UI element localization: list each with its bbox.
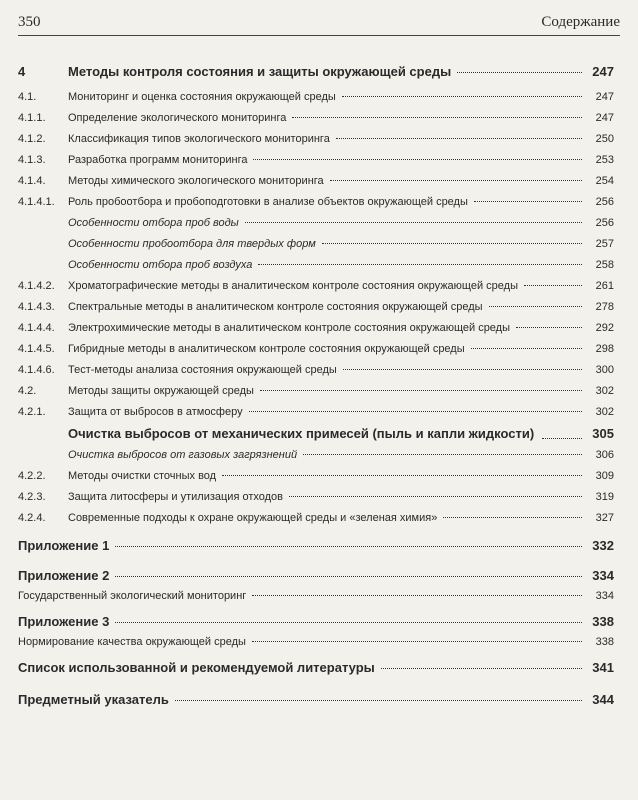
appendix-2-entry[interactable] [18, 569, 614, 583]
entry-title: Защита литосферы и утилизация отходов [68, 491, 283, 503]
entry-page: 306 [595, 449, 614, 461]
entry-title: Приложение 2 [18, 568, 110, 583]
leader-dots [330, 180, 582, 181]
leader-dots [222, 475, 582, 476]
leader-dots [336, 138, 582, 139]
entry-title: Методы защиты окружающей среды [68, 385, 254, 397]
entry-page: 309 [595, 470, 614, 482]
entry-number: 4.1.4.4. [18, 322, 55, 334]
entry-page: 344 [592, 692, 614, 707]
toc-entry[interactable] [18, 174, 614, 188]
leader-dots [292, 117, 582, 118]
entry-title: Хроматографические методы в аналитическом контроле состояния окружающей среды [68, 280, 518, 292]
toc-entry[interactable] [18, 384, 614, 398]
toc-entry[interactable] [18, 321, 614, 335]
entry-page: 256 [595, 217, 614, 229]
leader-dots [489, 306, 582, 307]
leader-dots [258, 264, 582, 265]
entry-title: Нормирование качества окружающей среды [18, 636, 246, 648]
toc-entry[interactable] [18, 589, 614, 603]
bibliography-entry[interactable] [18, 661, 614, 675]
toc-entry[interactable] [18, 511, 614, 525]
leader-dots [249, 411, 582, 412]
entry-title: Особенности отбора проб воды [68, 217, 239, 229]
entry-number: 4.2.2. [18, 470, 46, 482]
entry-page: 298 [595, 343, 614, 355]
entry-title: Классификация типов экологического мониторинга [68, 133, 330, 145]
entry-page: 302 [595, 385, 614, 397]
entry-title: Электрохимические методы в аналитическом контроле состояния окружающей среды [68, 322, 511, 334]
leader-dots [322, 243, 582, 244]
entry-page: 300 [595, 364, 614, 376]
toc-entry[interactable] [18, 490, 614, 504]
entry-page: 341 [592, 660, 614, 675]
entry-page: 247 [592, 64, 614, 79]
entry-title: Приложение 1 [18, 538, 110, 553]
entry-number: 4.2.3. [18, 491, 46, 503]
entry-number: 4.1.4.2. [18, 280, 55, 292]
leader-dots [516, 327, 582, 328]
toc-entry[interactable] [18, 635, 614, 649]
entry-page: 334 [595, 590, 614, 602]
entry-page: 302 [595, 406, 614, 418]
entry-title: Особенности пробоотбора для твердых форм [68, 238, 316, 250]
entry-title: Приложение 3 [18, 614, 110, 629]
index-entry[interactable] [18, 693, 614, 707]
entry-page: 278 [595, 301, 614, 313]
entry-page: 338 [595, 636, 614, 648]
entry-title: Особенности отбора проб воздуха [68, 259, 253, 271]
leader-dots [381, 668, 582, 669]
leader-dots [252, 641, 582, 642]
entry-page: 256 [595, 196, 614, 208]
toc-entry[interactable] [18, 195, 614, 209]
running-title: Содержание [541, 14, 620, 30]
entry-number: 4.1.4.6. [18, 364, 55, 376]
entry-title: Очистка выбросов от газовых загрязнений [68, 449, 298, 461]
entry-page: 258 [595, 259, 614, 271]
toc-entry[interactable] [18, 153, 614, 167]
toc-entry[interactable] [18, 469, 614, 483]
entry-title: Спектральные методы в аналитическом контроле состояния окружающей среды [68, 301, 483, 313]
toc-entry[interactable] [18, 90, 614, 104]
entry-page: 253 [595, 154, 614, 166]
entry-title: Список использованной и рекомендуемой литературы [18, 660, 375, 675]
leader-dots [115, 576, 582, 577]
leader-dots [303, 454, 582, 455]
appendix-3-entry[interactable] [18, 615, 614, 629]
entry-number: 4.1.4.3. [18, 301, 55, 313]
entry-page: 292 [595, 322, 614, 334]
leader-dots [474, 201, 582, 202]
entry-number: 4.2.4. [18, 512, 46, 524]
leader-dots [253, 159, 582, 160]
entry-page: 319 [595, 491, 614, 503]
entry-title: Защита от выбросов в атмосферу [68, 406, 243, 418]
entry-page: 332 [592, 538, 614, 553]
leader-dots [443, 517, 582, 518]
toc-entry[interactable] [18, 216, 614, 230]
entry-number: 4.1.4.1. [18, 196, 55, 208]
entry-title: Определение экологического мониторинга [68, 112, 287, 124]
entry-number: 4 [18, 64, 26, 79]
toc-entry[interactable] [18, 363, 614, 377]
toc-entry[interactable] [18, 426, 614, 442]
leader-dots [471, 348, 582, 349]
leader-dots [260, 390, 582, 391]
table-of-contents [18, 64, 614, 713]
entry-title: Роль пробоотбора и пробоподготовки в анализе объектов окружающей среды [68, 196, 468, 208]
toc-entry[interactable] [18, 405, 614, 419]
entry-title: Мониторинг и оценка состояния окружающей среды [68, 91, 336, 103]
entry-page: 305 [592, 426, 614, 441]
toc-entry[interactable] [18, 342, 614, 356]
leader-dots [115, 546, 582, 547]
entry-title: Предметный указатель [18, 692, 169, 707]
entry-title: Разработка программ мониторинга [68, 154, 248, 166]
leader-dots [175, 700, 582, 701]
entry-number: 4.2. [18, 385, 37, 397]
entry-title: Современные подходы к охране окружающей среды и «зеленая химия» [68, 512, 438, 524]
appendix-1-entry[interactable] [18, 539, 614, 553]
toc-entry[interactable] [18, 448, 614, 462]
leader-dots [245, 222, 582, 223]
entry-title: Государственный экологический мониторинг [18, 590, 247, 602]
entry-number: 4.2.1. [18, 406, 46, 418]
toc-entry[interactable] [18, 64, 614, 80]
entry-page: 250 [595, 133, 614, 145]
entry-title: Очистка выбросов от механических примесей (пыль и капли жидкости) [68, 426, 535, 441]
entry-title: Методы контроля состояния и защиты окружающей среды [68, 64, 452, 79]
entry-number: 4.1.4. [18, 175, 46, 187]
entry-page: 254 [595, 175, 614, 187]
leader-dots [457, 72, 582, 73]
entry-page: 247 [595, 91, 614, 103]
leader-dots [524, 285, 582, 286]
entry-number: 4.1.3. [18, 154, 46, 166]
entry-title: Методы химического экологического мониторинга [68, 175, 324, 187]
entry-number: 4.1.2. [18, 133, 46, 145]
leader-dots [342, 96, 582, 97]
entry-title: Тест-методы анализа состояния окружающей среды [68, 364, 337, 376]
toc-entry[interactable] [18, 132, 614, 146]
page-number: 350 [18, 14, 41, 30]
toc-entry[interactable] [18, 279, 614, 293]
entry-title: Методы очистки сточных вод [68, 470, 217, 482]
toc-entry[interactable] [18, 300, 614, 314]
leader-dots [289, 496, 582, 497]
entry-number: 4.1.4.5. [18, 343, 55, 355]
entry-page: 334 [592, 568, 614, 583]
toc-entry[interactable] [18, 258, 614, 272]
leader-dots [252, 595, 582, 596]
leader-dots [115, 622, 582, 623]
header-rule [18, 35, 620, 36]
entry-page: 338 [592, 614, 614, 629]
entry-title: Гибридные методы в аналитическом контроле состояния окружающей среды [68, 343, 465, 355]
entry-number: 4.1. [18, 91, 37, 103]
entry-page: 261 [595, 280, 614, 292]
entry-page: 327 [595, 512, 614, 524]
entry-page: 257 [595, 238, 614, 250]
leader-dots [343, 369, 582, 370]
page-header [18, 8, 620, 32]
entry-page: 247 [595, 112, 614, 124]
toc-entry[interactable] [18, 111, 614, 125]
leader-dots [542, 438, 582, 439]
entry-number: 4.1.1. [18, 112, 46, 124]
toc-entry[interactable] [18, 237, 614, 251]
